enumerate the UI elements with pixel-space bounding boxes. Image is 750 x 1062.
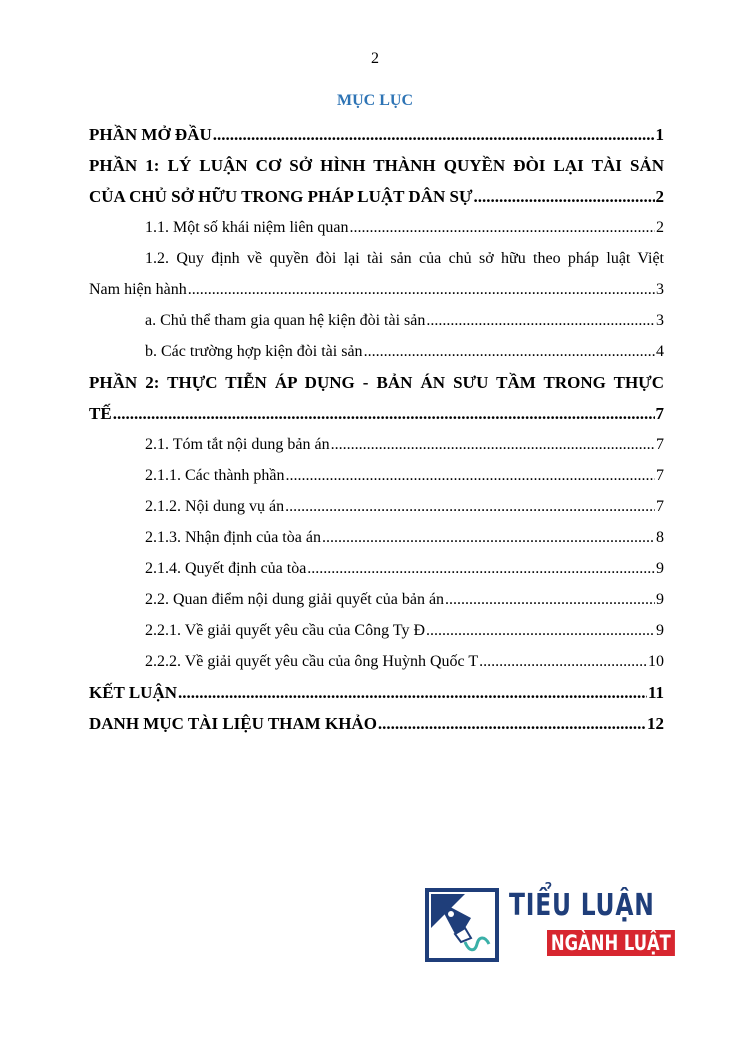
leader-dots <box>364 342 655 362</box>
logo-text-line2: NGÀNH LUẬT <box>547 930 675 956</box>
toc-title: MỤC LỤC <box>337 92 413 109</box>
toc-entry-page: 3 <box>656 281 664 298</box>
leader-dots <box>479 652 647 672</box>
toc-entry-label: 2.2.1. Về giải quyết yêu cầu của Công Ty Đ <box>145 622 426 639</box>
toc-entry-1-2[interactable] <box>89 280 664 300</box>
leader-dots <box>322 528 655 548</box>
toc-entry-label: 1.1. Một số khái niệm liên quan <box>145 219 349 236</box>
toc-entry-page: 7 <box>656 467 664 484</box>
leader-dots <box>378 714 646 734</box>
toc-entry-label: Nam hiện hành <box>89 281 187 298</box>
leader-dots <box>445 590 655 610</box>
toc-entry-part2-line1[interactable]: PHẦN 2: THỰC TIỄN ÁP DỤNG - BẢN ÁN SƯU TẦM TRONG THỰC <box>89 373 664 392</box>
toc-entry-b[interactable] <box>89 342 664 362</box>
toc-entry-page: 8 <box>656 529 664 546</box>
toc-entry-conclusion[interactable] <box>89 683 664 703</box>
toc-entry-label: TẾ <box>89 404 112 423</box>
page-number: 2 <box>371 50 379 67</box>
toc-entry-part1[interactable] <box>89 187 664 207</box>
toc-entry-label: KẾT LUẬN <box>89 683 178 702</box>
toc-entry-page: 7 <box>655 404 664 423</box>
toc-entry-a[interactable] <box>89 311 664 331</box>
toc-entry-references[interactable] <box>89 714 664 734</box>
toc-entry-page: 10 <box>648 653 664 670</box>
toc-entry-2-2-2[interactable] <box>89 652 664 672</box>
toc-entry-2-2-1[interactable] <box>89 621 664 641</box>
toc-entry-1-2-line1[interactable]: 1.2. Quy định về quyền đòi lại tài sản của chủ sở hữu theo pháp luật Việt <box>145 250 664 267</box>
toc-entry-1-1[interactable] <box>89 218 664 238</box>
toc-entry-page: 2 <box>656 219 664 236</box>
toc-entry-page: 4 <box>656 343 664 360</box>
toc-entry-2-1-2[interactable] <box>89 497 664 517</box>
leader-dots <box>331 435 655 455</box>
leader-dots <box>426 621 655 641</box>
toc-entry-part1-line1[interactable]: PHẦN 1: LÝ LUẬN CƠ SỞ HÌNH THÀNH QUYỀN ĐÒI LẠI TÀI SẢN <box>89 156 664 175</box>
leader-dots <box>473 187 654 207</box>
leader-dots <box>178 683 647 703</box>
logo-text-line1: TIỂU LUẬN <box>509 888 655 923</box>
leader-dots <box>426 311 655 331</box>
toc-entry-label: 2.1.4. Quyết định của tòa <box>145 560 307 577</box>
toc-entry-2-2[interactable] <box>89 590 664 610</box>
toc-entry-page: 7 <box>656 436 664 453</box>
toc-entry-label: CỦA CHỦ SỞ HỮU TRONG PHÁP LUẬT DÂN SỰ <box>89 187 473 206</box>
toc-entry-page: 12 <box>647 714 664 733</box>
leader-dots <box>285 497 655 517</box>
toc-entry-2-1-3[interactable] <box>89 528 664 548</box>
toc-entry-label: 2.1.2. Nội dung vụ án <box>145 498 285 515</box>
toc-entry-label: 2.2. Quan điểm nội dung giải quyết của bản án <box>145 591 445 608</box>
toc-entry-label: 2.1.3. Nhận định của tòa án <box>145 529 321 546</box>
toc-entry-label: b. Các trường hợp kiện đòi tài sản <box>145 343 363 360</box>
toc-entry-label: 2.1.1. Các thành phần <box>145 467 285 484</box>
toc-entry-page: 7 <box>656 498 664 515</box>
leader-dots <box>213 125 655 145</box>
toc-entry-page: 9 <box>656 560 664 577</box>
toc-entry-2-1-1[interactable] <box>89 466 664 486</box>
toc-entry-page: 9 <box>656 622 664 639</box>
leader-dots <box>113 404 655 424</box>
toc-entry-label: PHẦN MỞ ĐẦU <box>89 125 212 144</box>
toc-entry-2-1[interactable] <box>89 435 664 455</box>
toc-entry-page: 11 <box>647 683 664 702</box>
leader-dots <box>307 559 655 579</box>
toc-entry-label: 2.2.2. Về giải quyết yêu cầu của ông Huỳnh Quốc T <box>145 653 479 670</box>
pen-nib-icon <box>425 888 499 962</box>
toc-entry-intro[interactable] <box>89 125 664 145</box>
toc-entry-2-1-4[interactable] <box>89 559 664 579</box>
leader-dots <box>350 218 655 238</box>
toc-entry-part2[interactable] <box>89 404 664 424</box>
toc-entry-page: 2 <box>655 187 664 206</box>
brand-logo <box>425 886 675 966</box>
leader-dots <box>188 280 655 300</box>
toc-entry-page: 1 <box>655 125 664 144</box>
toc-entry-page: 9 <box>656 591 664 608</box>
toc-entry-label: 2.1. Tóm tắt nội dung bản án <box>145 436 330 453</box>
toc-entry-label: a. Chủ thể tham gia quan hệ kiện đòi tài sản <box>145 312 426 329</box>
toc-entry-page: 3 <box>656 312 664 329</box>
leader-dots <box>286 466 655 486</box>
toc-entry-label: DANH MỤC TÀI LIỆU THAM KHẢO <box>89 714 377 733</box>
